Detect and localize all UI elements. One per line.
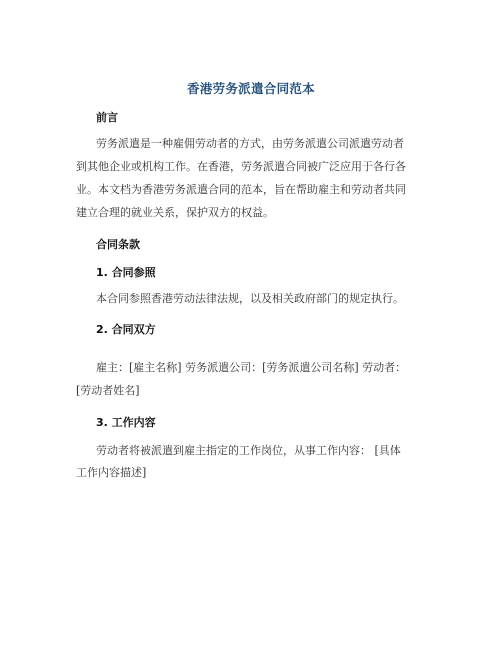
preface-line-4: 建立合理的就业关系，保护双方的权益。 — [76, 206, 274, 219]
preface-line-2: 到其他企业或机构工作。在香港，劳务派遣合同被广泛应用于各行各 — [76, 160, 406, 173]
section-2-line-2: [劳动者姓名] — [76, 384, 140, 397]
section-3-line-2: 工作内容描述] — [76, 466, 147, 479]
section-1-line-1: 本合同参照香港劳动法律法规，以及相关政府部门的规定执行。 — [96, 292, 404, 305]
section-2-heading: 2. 合同双方 — [96, 323, 156, 336]
preface-heading: 前言 — [96, 111, 118, 124]
section-1-heading: 1. 合同参照 — [96, 266, 156, 279]
document-title: 香港劳务派遣合同范本 — [186, 81, 315, 96]
terms-heading: 合同条款 — [96, 238, 140, 251]
section-3-line-1: 劳动者将被派遣到雇主指定的工作岗位，从事工作内容： [具体 — [96, 444, 401, 457]
preface-line-1: 劳务派遣是一种雇佣劳动者的方式，由劳务派遣公司派遣劳动者 — [96, 137, 404, 150]
preface-line-3: 业。本文档为香港劳务派遣合同的范本，旨在帮助雇主和劳动者共同 — [76, 183, 406, 196]
section-2-line-1: 雇主：[雇主名称] 劳务派遣公司：[劳务派遣公司名称] 劳动者： — [96, 361, 407, 374]
section-3-heading: 3. 工作内容 — [96, 416, 156, 429]
